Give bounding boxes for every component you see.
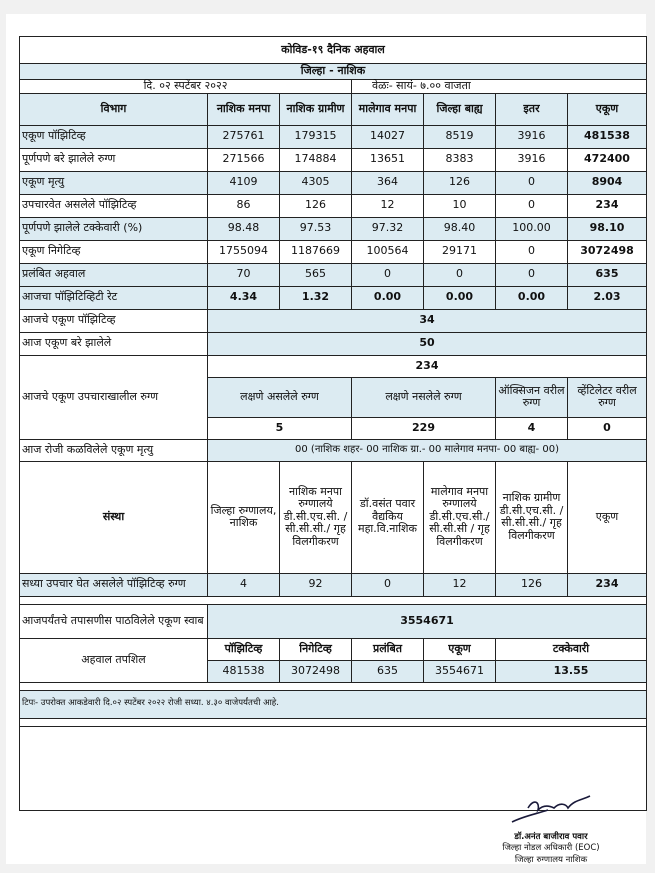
today-recovered-row — [20, 332, 647, 355]
table-row — [20, 263, 647, 286]
cell: 275761 — [208, 125, 280, 148]
report-date: दि. ०२ स्पटेंबर २०२२ — [20, 80, 352, 94]
summary-value: 3554671 — [424, 660, 496, 682]
cell: 3916 — [496, 125, 568, 148]
cell: 86 — [208, 194, 280, 217]
col-header-division: विभाग — [20, 93, 208, 125]
today-positive-row — [20, 309, 647, 332]
table-row — [20, 148, 647, 171]
cell: 4 — [208, 573, 280, 596]
cell: 8519 — [424, 125, 496, 148]
summary-value: 3072498 — [280, 660, 352, 682]
cell: 12 — [352, 194, 424, 217]
ventilator-label: व्हेंटिलेटर वरील रुग्ण — [568, 377, 647, 417]
table-row — [20, 194, 647, 217]
summary-header: टक्केवारी — [496, 638, 647, 660]
cell-total: 98.10 — [568, 217, 647, 240]
cell: 271566 — [208, 148, 280, 171]
cell: 98.40 — [424, 217, 496, 240]
cell-total: 234 — [568, 573, 647, 596]
spacer — [20, 682, 647, 690]
district-subtitle: जिल्हा - नाशिक — [20, 64, 647, 80]
summary-header: पॉझिटिव्ह — [208, 638, 280, 660]
cell: 4305 — [280, 171, 352, 194]
summary-header: एकूण — [424, 638, 496, 660]
cell: 0.00 — [496, 286, 568, 309]
deaths-today-value: 00 (नाशिक शहर- 00 नाशिक ग्रा.- 00 मालेगाव मनपा- 00 बाह्य- 00) — [208, 439, 647, 461]
cell: 364 — [352, 171, 424, 194]
row-label: आजचे एकूण पॉझिटिव्ह — [20, 309, 208, 332]
row-label: एकूण पॉझिटिव्ह — [20, 125, 208, 148]
row-label: आज रोजी कळविलेले एकूण मृत्यु — [20, 439, 208, 461]
row-label: सध्या उपचार घेत असलेले पॉझिटिव्ह रुग्ण — [20, 573, 208, 596]
signature-block — [456, 794, 646, 866]
cell: 1.32 — [280, 286, 352, 309]
col-header-outside-district: जिल्हा बाह्य — [424, 93, 496, 125]
cell: 29171 — [424, 240, 496, 263]
cell: 0 — [496, 240, 568, 263]
institution-label: संस्था — [20, 461, 208, 573]
cell-total: 635 — [568, 263, 647, 286]
oxygen-value: 4 — [496, 417, 568, 439]
table-row — [20, 171, 647, 194]
cell: 8383 — [424, 148, 496, 171]
samples-value: 3554671 — [208, 604, 647, 638]
cell: 179315 — [280, 125, 352, 148]
spacer — [20, 596, 647, 604]
table-row — [20, 286, 647, 309]
cell: 0 — [352, 263, 424, 286]
col-header-other: इतर — [496, 93, 568, 125]
spacer — [20, 718, 647, 726]
summary-header: निगेटिव्ह — [280, 638, 352, 660]
summary-header: प्रलंबित — [352, 638, 424, 660]
cell: 100564 — [352, 240, 424, 263]
cell-total: 2.03 — [568, 286, 647, 309]
cell-total: 3072498 — [568, 240, 647, 263]
col-header-total: एकूण — [568, 93, 647, 125]
row-label: उपचारवेत असलेले पॉझिटिव्ह — [20, 194, 208, 217]
today-recovered-value: 50 — [208, 332, 647, 355]
cell: 174884 — [280, 148, 352, 171]
cell: 0 — [352, 573, 424, 596]
cell: 0 — [496, 194, 568, 217]
cell: 100.00 — [496, 217, 568, 240]
summary-value: 481538 — [208, 660, 280, 682]
cell-total: 481538 — [568, 125, 647, 148]
cell: 92 — [280, 573, 352, 596]
institution-col: एकूण — [568, 461, 647, 573]
institution-col: नाशिक मनपा रुग्णालये डी.सी.एच.सी. / सी.सी.सी./ गृह विलगीकरण — [280, 461, 352, 573]
oxygen-label: ऑक्सिजन वरील रुग्ण — [496, 377, 568, 417]
institution-col: डॉ.वसंत पवार वैद्यकिय महा.वि.नाशिक — [352, 461, 424, 573]
today-positive-value: 34 — [208, 309, 647, 332]
col-header-malegaon-mnc: मालेगाव मनपा — [352, 93, 424, 125]
cell: 4109 — [208, 171, 280, 194]
row-label: आज एकूण बरे झालेले — [20, 332, 208, 355]
ventilator-value: 0 — [568, 417, 647, 439]
cell: 97.53 — [280, 217, 352, 240]
cell: 97.32 — [352, 217, 424, 240]
cell-total: 8904 — [568, 171, 647, 194]
row-label: एकूण मृत्यु — [20, 171, 208, 194]
symptomatic-value: 5 — [208, 417, 352, 439]
report-title: कोविड-१९ दैनिक अहवाल — [20, 37, 647, 64]
row-label: एकूण निगेटिव्ह — [20, 240, 208, 263]
institution-col: जिल्हा रुग्णालय, नाशिक — [208, 461, 280, 573]
cell-total: 234 — [568, 194, 647, 217]
cell-total: 472400 — [568, 148, 647, 171]
deaths-today-row — [20, 439, 647, 461]
handwritten-signature — [506, 794, 596, 828]
summary-label: अहवाल तपशिल — [20, 638, 208, 682]
institution-values-row — [20, 573, 647, 596]
signatory-name: डॉ.अनंत बाजीराव पवार — [514, 832, 588, 842]
asymptomatic-label: लक्षणे नसलेले रुग्ण — [352, 377, 496, 417]
institution-col: नाशिक ग्रामीण डी.सी.एच.सी. /सी.सी.सी./ गृह विलगीकरण — [496, 461, 568, 573]
cell: 1755094 — [208, 240, 280, 263]
under-treatment-total: 234 — [208, 355, 647, 377]
cell: 126 — [496, 573, 568, 596]
table-row — [20, 125, 647, 148]
cell: 70 — [208, 263, 280, 286]
report-time: वेळः- सायं- ७.०० वाजता — [352, 80, 647, 94]
cell: 3916 — [496, 148, 568, 171]
cell: 13651 — [352, 148, 424, 171]
institution-col: मालेगाव मनपा रुग्णालये डी.सी.एच.सी./ सी.सी.सी / गृह विलगीकरण — [424, 461, 496, 573]
cell: 0.00 — [424, 286, 496, 309]
report-sheet — [6, 14, 646, 864]
asymptomatic-value: 229 — [352, 417, 496, 439]
report-note: टिपः- उपरोक्त आकडेवारी दि.०२ स्पटेंबर २०२२ रोजी सध्या. ४.३० वाजेपर्यंतची आहे. — [20, 690, 647, 718]
table-row — [20, 240, 647, 263]
table-row — [20, 217, 647, 240]
samples-label: आजपर्यंतचे तपासणीस पाठविलेले एकूण स्वाब — [20, 604, 208, 638]
row-label: आजचा पॉझिटिव्हिटी रेट — [20, 286, 208, 309]
summary-percentage: 13.55 — [496, 660, 647, 682]
under-treatment-label: आजचे एकूण उपचाराखालील रुग्ण — [20, 355, 208, 439]
cell: 14027 — [352, 125, 424, 148]
cell: 126 — [424, 171, 496, 194]
cell: 1187669 — [280, 240, 352, 263]
symptomatic-label: लक्षणे असलेले रुग्ण — [208, 377, 352, 417]
cell: 0.00 — [352, 286, 424, 309]
summary-value: 635 — [352, 660, 424, 682]
cell: 0 — [496, 171, 568, 194]
cell: 98.48 — [208, 217, 280, 240]
row-label: पूर्णपणे झालेले टक्केवारी (%) — [20, 217, 208, 240]
cell: 0 — [496, 263, 568, 286]
cell: 10 — [424, 194, 496, 217]
col-header-nashik-mnc: नाशिक मनपा — [208, 93, 280, 125]
row-label: पूर्णपणे बरे झालेले रुग्ण — [20, 148, 208, 171]
cell: 4.34 — [208, 286, 280, 309]
signatory-designation: जिल्हा नोडल अधिकारी (EOC) — [502, 843, 600, 854]
cell: 12 — [424, 573, 496, 596]
cell: 126 — [280, 194, 352, 217]
cell: 0 — [424, 263, 496, 286]
cell: 565 — [280, 263, 352, 286]
row-label: प्रलंबित अहवाल — [20, 263, 208, 286]
report-table — [19, 36, 647, 811]
col-header-nashik-rural: नाशिक ग्रामीण — [280, 93, 352, 125]
signatory-office: जिल्हा रुग्णालय नाशिक — [514, 854, 588, 865]
